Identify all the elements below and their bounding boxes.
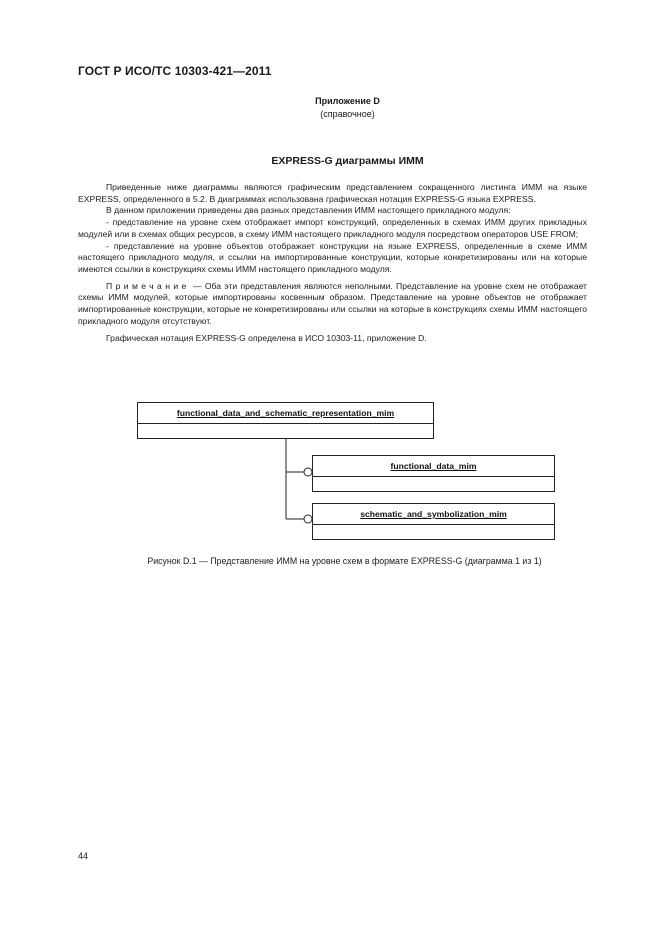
standard-header: ГОСТ Р ИСО/ТС 10303-421—2011	[78, 64, 272, 78]
annex-title: Приложение D	[315, 96, 380, 106]
schema-box-schematic-symbolization	[312, 503, 555, 540]
paragraph-object-level: - представление на уровне объектов отображает конструкции на языке EXPRESS, определенные в схеме ИММ настоящего прикладного модуля, и ссылки на импортированные конструкции, которые конкретизированы или на которые имеются ссылки в конструкциях схемы ИММ настоящего прикладного модуля.	[78, 240, 587, 274]
note-text: — Оба эти представления являются неполными. Представление на уровне схем не отображает схемы ИММ модулей, которые импортированы косвенным образом. Представление на уровне объектов не отображает импортированные конструкции, которые не конкретизированы или ссылки на которые в конструкциях схемы ИММ настоящего прикладного модуля отсутствуют.	[78, 280, 587, 326]
paragraph-representations: В данном приложении приведены два разных представления ИММ настоящего прикладного модуля:	[106, 205, 511, 216]
schema-box-functional-data	[312, 455, 555, 492]
schema-name-main: functional_data_and_schematic_representation_mim	[138, 403, 433, 424]
note-label: Примечание	[106, 280, 190, 291]
paragraph-intro: Приведенные ниже диаграммы являются графическим представлением сокращенного листинга ИММ на языке EXPRESS, определенного в 5.2. В диаграммах использована графическая нотация EXPRESS-G языка EXPRESS.	[78, 182, 587, 204]
schema-name-schematic-symbolization: schematic_and_symbolization_mim	[313, 504, 554, 525]
schema-name-functional-data: functional_data_mim	[313, 456, 554, 477]
section-title: EXPRESS-G диаграммы ИММ	[271, 155, 424, 167]
annex-type: (справочное)	[320, 109, 375, 119]
page-number: 44	[78, 851, 89, 861]
connector-end-circle-2	[304, 515, 312, 523]
paragraph-notation: Графическая нотация EXPRESS-G определена в ИСО 10303-11, приложение D.	[106, 333, 427, 344]
schema-box-main	[137, 402, 434, 439]
figure-caption: Рисунок D.1 — Представление ИММ на уровне схем в формате EXPRESS-G (диаграмма 1 из 1)	[147, 556, 542, 566]
connector-end-circle-1	[304, 468, 312, 476]
paragraph-schema-level: - представление на уровне схем отображает импорт конструкций, определенных в схемах ИММ других прикладных модулей или в схемах общих ресурсов, в схему ИММ настоящего прикладного модуля посредством операторов USE FROM;	[78, 217, 587, 239]
